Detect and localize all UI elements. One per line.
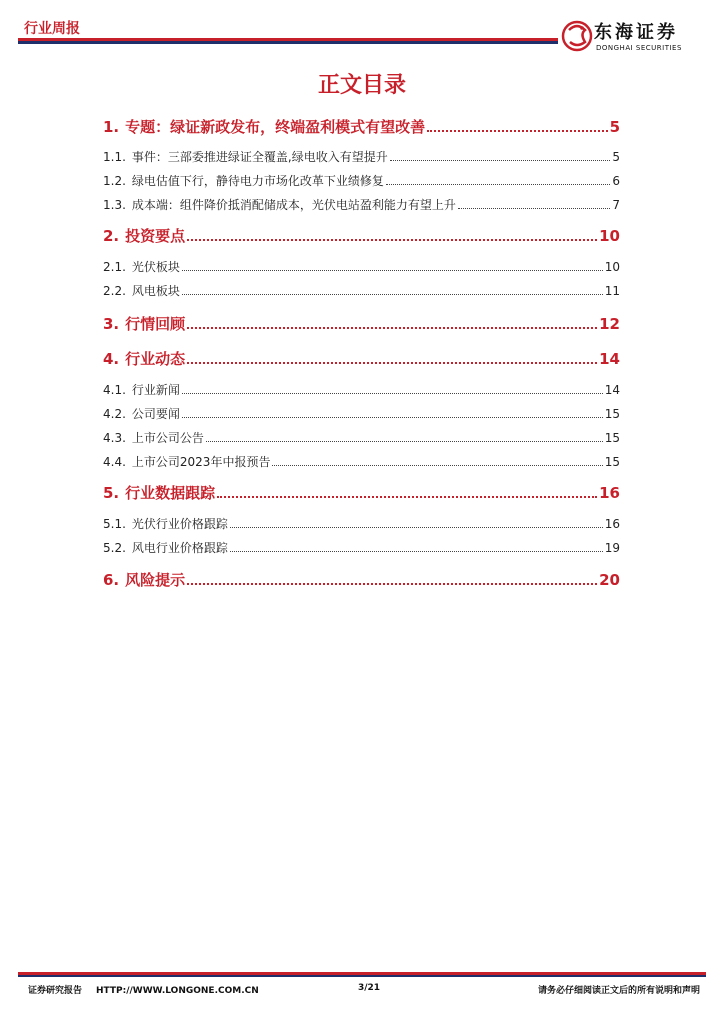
toc-dot-leader xyxy=(187,229,597,242)
toc-entry-text xyxy=(103,172,384,189)
toc-entry-page: 7 xyxy=(612,198,620,212)
toc-entry-text xyxy=(103,515,228,532)
toc-dot-leader xyxy=(427,120,607,133)
toc-dot-leader xyxy=(182,285,603,295)
toc-entry-label: 绿电估值下行，静待电力市场化改革下业绩修复 xyxy=(131,174,384,188)
toc-dot-leader xyxy=(230,518,603,528)
toc-dot-leader xyxy=(272,456,602,466)
toc-entry-page: 5 xyxy=(612,150,620,164)
toc-entry-text xyxy=(103,225,185,246)
toc-entry-page: 5 xyxy=(609,118,620,136)
toc-entry-section[interactable] xyxy=(103,515,620,532)
toc-entry-text xyxy=(103,569,185,590)
toc-dot-leader xyxy=(217,486,597,499)
toc-entry-number: 4.4. xyxy=(103,455,126,469)
footer-label: 证券研究报告 xyxy=(28,986,83,996)
footer-left xyxy=(28,983,259,996)
toc-entry-text xyxy=(103,196,456,213)
toc-dot-leader xyxy=(230,542,603,552)
toc-entry-number: 3. xyxy=(103,315,120,333)
header-report-type: 行业周报 xyxy=(24,21,80,37)
toc-entry-chapter[interactable] xyxy=(103,313,620,334)
toc-title: 正文目录 xyxy=(317,73,406,98)
toc-entry-text xyxy=(103,116,425,137)
toc-entry-section[interactable] xyxy=(103,196,620,213)
toc-dot-leader xyxy=(390,151,611,161)
toc-entry-number: 1.3. xyxy=(103,198,126,212)
toc-dot-leader xyxy=(187,352,597,365)
dragon-emblem-icon xyxy=(560,16,594,56)
toc-entry-label: 公司要闻 xyxy=(131,407,180,421)
toc-entry-number: 4.1. xyxy=(103,383,126,397)
toc-entry-page: 14 xyxy=(604,383,620,397)
toc-entry-label: 光伏板块 xyxy=(131,260,180,274)
toc-entry-number: 1.2. xyxy=(103,174,126,188)
toc-entry-page: 16 xyxy=(604,517,620,531)
footer-url-link[interactable]: HTTP://WWW.LONGONE.COM.CN xyxy=(96,986,259,996)
toc-entry-label: 上市公司2023年中报预告 xyxy=(131,455,271,469)
toc-entry-section[interactable] xyxy=(103,258,620,275)
footer-rule-navy xyxy=(18,975,706,977)
toc-entry-page: 10 xyxy=(599,227,620,245)
toc-entry-label: 行业新闻 xyxy=(131,383,180,397)
toc-dot-leader xyxy=(182,384,603,394)
footer-disclaimer: 请务必仔细阅读正文后的所有说明和声明 xyxy=(537,986,700,996)
toc-entry-text xyxy=(103,453,270,470)
toc-entry-text xyxy=(103,539,228,556)
toc-entry-page: 14 xyxy=(599,350,620,368)
toc-entry-label: 成本端：组件降价抵消配储成本，光伏电站盈利能力有望上升 xyxy=(131,198,456,212)
toc-entry-text xyxy=(103,405,180,422)
toc-entry-number: 5. xyxy=(103,484,120,502)
toc-entry-number: 2.1. xyxy=(103,260,126,274)
toc-entry-label: 风电行业价格跟踪 xyxy=(131,541,228,555)
toc-entry-label: 行情回顾 xyxy=(125,315,186,333)
toc-entry-page: 15 xyxy=(604,407,620,421)
toc-dot-leader xyxy=(182,261,603,271)
toc-entry-label: 投资要点 xyxy=(125,227,186,245)
donghai-logo xyxy=(560,16,710,60)
toc-entry-page: 6 xyxy=(612,174,620,188)
toc-entry-text xyxy=(103,482,215,503)
toc-entry-number: 4.3. xyxy=(103,431,126,445)
toc-entry-page: 10 xyxy=(604,260,620,274)
toc-entry-chapter[interactable] xyxy=(103,569,620,590)
toc-entry-page: 16 xyxy=(599,484,620,502)
toc-entry-text xyxy=(103,313,185,334)
toc-entry-page: 15 xyxy=(604,455,620,469)
toc-entry-label: 风险提示 xyxy=(125,571,186,589)
logo-name-en: DONGHAI SECURITIES xyxy=(596,44,682,52)
toc-entry-page: 19 xyxy=(604,541,620,555)
header-rule-navy xyxy=(18,41,558,44)
toc-entry-section[interactable] xyxy=(103,172,620,189)
logo-name-cn: 东海证券 xyxy=(594,22,678,43)
toc-entry-text xyxy=(103,258,180,275)
toc-entry-label: 事件：三部委推进绿证全覆盖,绿电收入有望提升 xyxy=(131,150,388,164)
toc-entry-section[interactable] xyxy=(103,148,620,165)
toc-entry-page: 20 xyxy=(599,571,620,589)
toc-entry-chapter[interactable] xyxy=(103,225,620,246)
toc-entry-text xyxy=(103,148,388,165)
toc-entry-text xyxy=(103,429,204,446)
toc-entry-section[interactable] xyxy=(103,539,620,556)
toc-entry-number: 2. xyxy=(103,227,120,245)
toc-entry-number: 4. xyxy=(103,350,120,368)
toc-entry-page: 15 xyxy=(604,431,620,445)
toc-entry-text xyxy=(103,282,180,299)
toc-entry-label: 上市公司公告 xyxy=(131,431,204,445)
toc-dot-leader xyxy=(187,573,597,586)
toc-entry-number: 5.1. xyxy=(103,517,126,531)
toc-entry-number: 5.2. xyxy=(103,541,126,555)
toc-entry-label: 风电板块 xyxy=(131,284,180,298)
toc-dot-leader xyxy=(206,432,603,442)
toc-entry-label: 行业数据跟踪 xyxy=(125,484,216,502)
toc-entry-page: 11 xyxy=(604,284,620,298)
toc-entry-number: 2.2. xyxy=(103,284,126,298)
toc-entry-label: 光伏行业价格跟踪 xyxy=(131,517,228,531)
toc-dot-leader xyxy=(458,199,610,209)
toc-entry-page: 12 xyxy=(599,315,620,333)
toc-entry-label: 专题：绿证新政发布，终端盈利模式有望改善 xyxy=(125,118,426,136)
page-number: 3/21 xyxy=(358,983,381,993)
toc-dot-leader xyxy=(187,317,597,330)
toc-entry-label: 行业动态 xyxy=(125,350,186,368)
toc-entry-section[interactable] xyxy=(103,429,620,446)
toc-entry-text xyxy=(103,381,180,398)
toc-entry-section[interactable] xyxy=(103,381,620,398)
toc-entry-chapter[interactable] xyxy=(103,116,620,137)
toc-entry-number: 1. xyxy=(103,118,120,136)
toc-entry-section[interactable] xyxy=(103,405,620,422)
toc-dot-leader xyxy=(386,175,610,185)
toc-entry-chapter[interactable] xyxy=(103,348,620,369)
toc-dot-leader xyxy=(182,408,603,418)
toc-entry-number: 1.1. xyxy=(103,150,126,164)
toc-entry-number: 4.2. xyxy=(103,407,126,421)
toc-entry-chapter[interactable] xyxy=(103,482,620,503)
toc-entry-section[interactable] xyxy=(103,282,620,299)
toc-entry-number: 6. xyxy=(103,571,120,589)
toc-entry-section[interactable] xyxy=(103,453,620,470)
toc-entry-text xyxy=(103,348,185,369)
